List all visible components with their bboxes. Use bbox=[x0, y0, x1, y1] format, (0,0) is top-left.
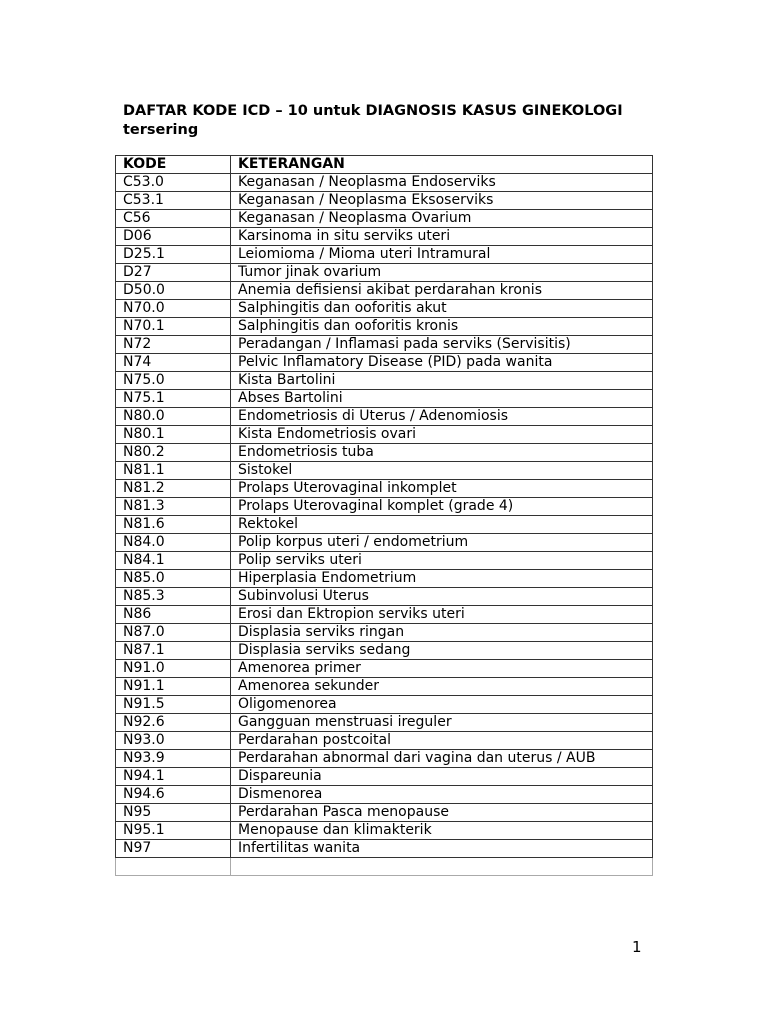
description-cell: Anemia defisiensi akibat perdarahan kronis bbox=[231, 282, 653, 300]
code-cell: N87.1 bbox=[116, 642, 231, 660]
description-cell: Rektokel bbox=[231, 516, 653, 534]
description-cell: Peradangan / Inflamasi pada serviks (Servisitis) bbox=[231, 336, 653, 354]
table-row bbox=[116, 516, 653, 534]
code-cell: N84.1 bbox=[116, 552, 231, 570]
description-cell: Prolaps Uterovaginal komplet (grade 4) bbox=[231, 498, 653, 516]
code-cell: N85.3 bbox=[116, 588, 231, 606]
code-cell: D06 bbox=[116, 228, 231, 246]
code-cell: N85.0 bbox=[116, 570, 231, 588]
table-row bbox=[116, 696, 653, 714]
table-row bbox=[116, 318, 653, 336]
code-cell: N93.0 bbox=[116, 732, 231, 750]
table-row bbox=[116, 714, 653, 732]
code-cell: D27 bbox=[116, 264, 231, 282]
table-body bbox=[116, 174, 653, 876]
table-row bbox=[116, 210, 653, 228]
code-cell: N70.1 bbox=[116, 318, 231, 336]
code-cell: C56 bbox=[116, 210, 231, 228]
code-cell: N95.1 bbox=[116, 822, 231, 840]
description-cell: Polip serviks uteri bbox=[231, 552, 653, 570]
table-row bbox=[116, 444, 653, 462]
code-cell: N91.0 bbox=[116, 660, 231, 678]
code-cell: N81.3 bbox=[116, 498, 231, 516]
code-cell: N86 bbox=[116, 606, 231, 624]
code-cell: N92.6 bbox=[116, 714, 231, 732]
code-cell: N80.2 bbox=[116, 444, 231, 462]
icd-code-table bbox=[115, 155, 653, 876]
description-cell: Keganasan / Neoplasma Eksoserviks bbox=[231, 192, 653, 210]
column-header-keterangan: KETERANGAN bbox=[231, 156, 653, 174]
document-title: DAFTAR KODE ICD – 10 untuk DIAGNOSIS KASUS GINEKOLOGI tersering bbox=[123, 103, 623, 138]
table-row bbox=[116, 606, 653, 624]
code-cell: N94.6 bbox=[116, 786, 231, 804]
description-cell: Gangguan menstruasi ireguler bbox=[231, 714, 653, 732]
code-cell: N70.0 bbox=[116, 300, 231, 318]
description-cell: Polip korpus uteri / endometrium bbox=[231, 534, 653, 552]
table-row bbox=[116, 786, 653, 804]
code-cell: D25.1 bbox=[116, 246, 231, 264]
page-number: 1 bbox=[632, 938, 642, 956]
table-row bbox=[116, 354, 653, 372]
table-row bbox=[116, 732, 653, 750]
column-header-kode: KODE bbox=[116, 156, 231, 174]
table-row bbox=[116, 678, 653, 696]
code-cell: C53.1 bbox=[116, 192, 231, 210]
code-cell: N80.1 bbox=[116, 426, 231, 444]
description-cell: Dispareunia bbox=[231, 768, 653, 786]
description-cell: Menopause dan klimakterik bbox=[231, 822, 653, 840]
table-row bbox=[116, 768, 653, 786]
table-row bbox=[116, 336, 653, 354]
description-cell: Kista Endometriosis ovari bbox=[231, 426, 653, 444]
header-row bbox=[116, 156, 653, 174]
code-cell: N95 bbox=[116, 804, 231, 822]
table-row bbox=[116, 372, 653, 390]
code-cell: N97 bbox=[116, 840, 231, 858]
table-row bbox=[116, 390, 653, 408]
description-cell: Oligomenorea bbox=[231, 696, 653, 714]
table-row bbox=[116, 426, 653, 444]
description-cell: Erosi dan Ektropion serviks uteri bbox=[231, 606, 653, 624]
description-cell: Karsinoma in situ serviks uteri bbox=[231, 228, 653, 246]
description-cell: Abses Bartolini bbox=[231, 390, 653, 408]
table-row bbox=[116, 498, 653, 516]
description-cell: Keganasan / Neoplasma Ovarium bbox=[231, 210, 653, 228]
code-cell: N87.0 bbox=[116, 624, 231, 642]
description-cell: Endometriosis di Uterus / Adenomiosis bbox=[231, 408, 653, 426]
description-cell: Dismenorea bbox=[231, 786, 653, 804]
table-header bbox=[116, 156, 653, 174]
description-cell: Sistokel bbox=[231, 462, 653, 480]
code-cell: N81.2 bbox=[116, 480, 231, 498]
description-cell: Perdarahan abnormal dari vagina dan uterus / AUB bbox=[231, 750, 653, 768]
code-cell: N84.0 bbox=[116, 534, 231, 552]
description-cell: Amenorea sekunder bbox=[231, 678, 653, 696]
description-cell: Leiomioma / Mioma uteri Intramural bbox=[231, 246, 653, 264]
table-row bbox=[116, 264, 653, 282]
description-cell: Tumor jinak ovarium bbox=[231, 264, 653, 282]
description-cell: Amenorea primer bbox=[231, 660, 653, 678]
table-row bbox=[116, 588, 653, 606]
table-row bbox=[116, 642, 653, 660]
code-cell: N80.0 bbox=[116, 408, 231, 426]
code-cell: N91.5 bbox=[116, 696, 231, 714]
table-row bbox=[116, 534, 653, 552]
code-cell: N81.6 bbox=[116, 516, 231, 534]
description-cell: Perdarahan Pasca menopause bbox=[231, 804, 653, 822]
empty-description-cell bbox=[231, 858, 653, 876]
description-cell: Salphingitis dan ooforitis kronis bbox=[231, 318, 653, 336]
code-cell: D50.0 bbox=[116, 282, 231, 300]
table-row bbox=[116, 822, 653, 840]
table-row bbox=[116, 624, 653, 642]
table-row bbox=[116, 750, 653, 768]
description-cell: Perdarahan postcoital bbox=[231, 732, 653, 750]
code-cell: C53.0 bbox=[116, 174, 231, 192]
description-cell: Pelvic Inflamatory Disease (PID) pada wanita bbox=[231, 354, 653, 372]
code-cell: N81.1 bbox=[116, 462, 231, 480]
table-row bbox=[116, 408, 653, 426]
code-cell: N75.1 bbox=[116, 390, 231, 408]
description-cell: Subinvolusi Uterus bbox=[231, 588, 653, 606]
empty-table-row bbox=[116, 858, 653, 876]
description-cell: Infertilitas wanita bbox=[231, 840, 653, 858]
description-cell: Displasia serviks ringan bbox=[231, 624, 653, 642]
table-row bbox=[116, 804, 653, 822]
description-cell: Hiperplasia Endometrium bbox=[231, 570, 653, 588]
description-cell: Displasia serviks sedang bbox=[231, 642, 653, 660]
description-cell: Endometriosis tuba bbox=[231, 444, 653, 462]
code-cell: N75.0 bbox=[116, 372, 231, 390]
description-cell: Keganasan / Neoplasma Endoserviks bbox=[231, 174, 653, 192]
table-row bbox=[116, 552, 653, 570]
table-row bbox=[116, 246, 653, 264]
table-row bbox=[116, 840, 653, 858]
code-cell: N72 bbox=[116, 336, 231, 354]
table-row bbox=[116, 174, 653, 192]
code-cell: N93.9 bbox=[116, 750, 231, 768]
code-cell: N94.1 bbox=[116, 768, 231, 786]
table-row bbox=[116, 480, 653, 498]
table-row bbox=[116, 192, 653, 210]
code-cell: N74 bbox=[116, 354, 231, 372]
table-row bbox=[116, 660, 653, 678]
table-row bbox=[116, 282, 653, 300]
description-cell: Salphingitis dan ooforitis akut bbox=[231, 300, 653, 318]
empty-code-cell bbox=[116, 858, 231, 876]
table-row bbox=[116, 462, 653, 480]
table-row bbox=[116, 228, 653, 246]
table-row bbox=[116, 300, 653, 318]
description-cell: Kista Bartolini bbox=[231, 372, 653, 390]
description-cell: Prolaps Uterovaginal inkomplet bbox=[231, 480, 653, 498]
table-row bbox=[116, 570, 653, 588]
code-cell: N91.1 bbox=[116, 678, 231, 696]
